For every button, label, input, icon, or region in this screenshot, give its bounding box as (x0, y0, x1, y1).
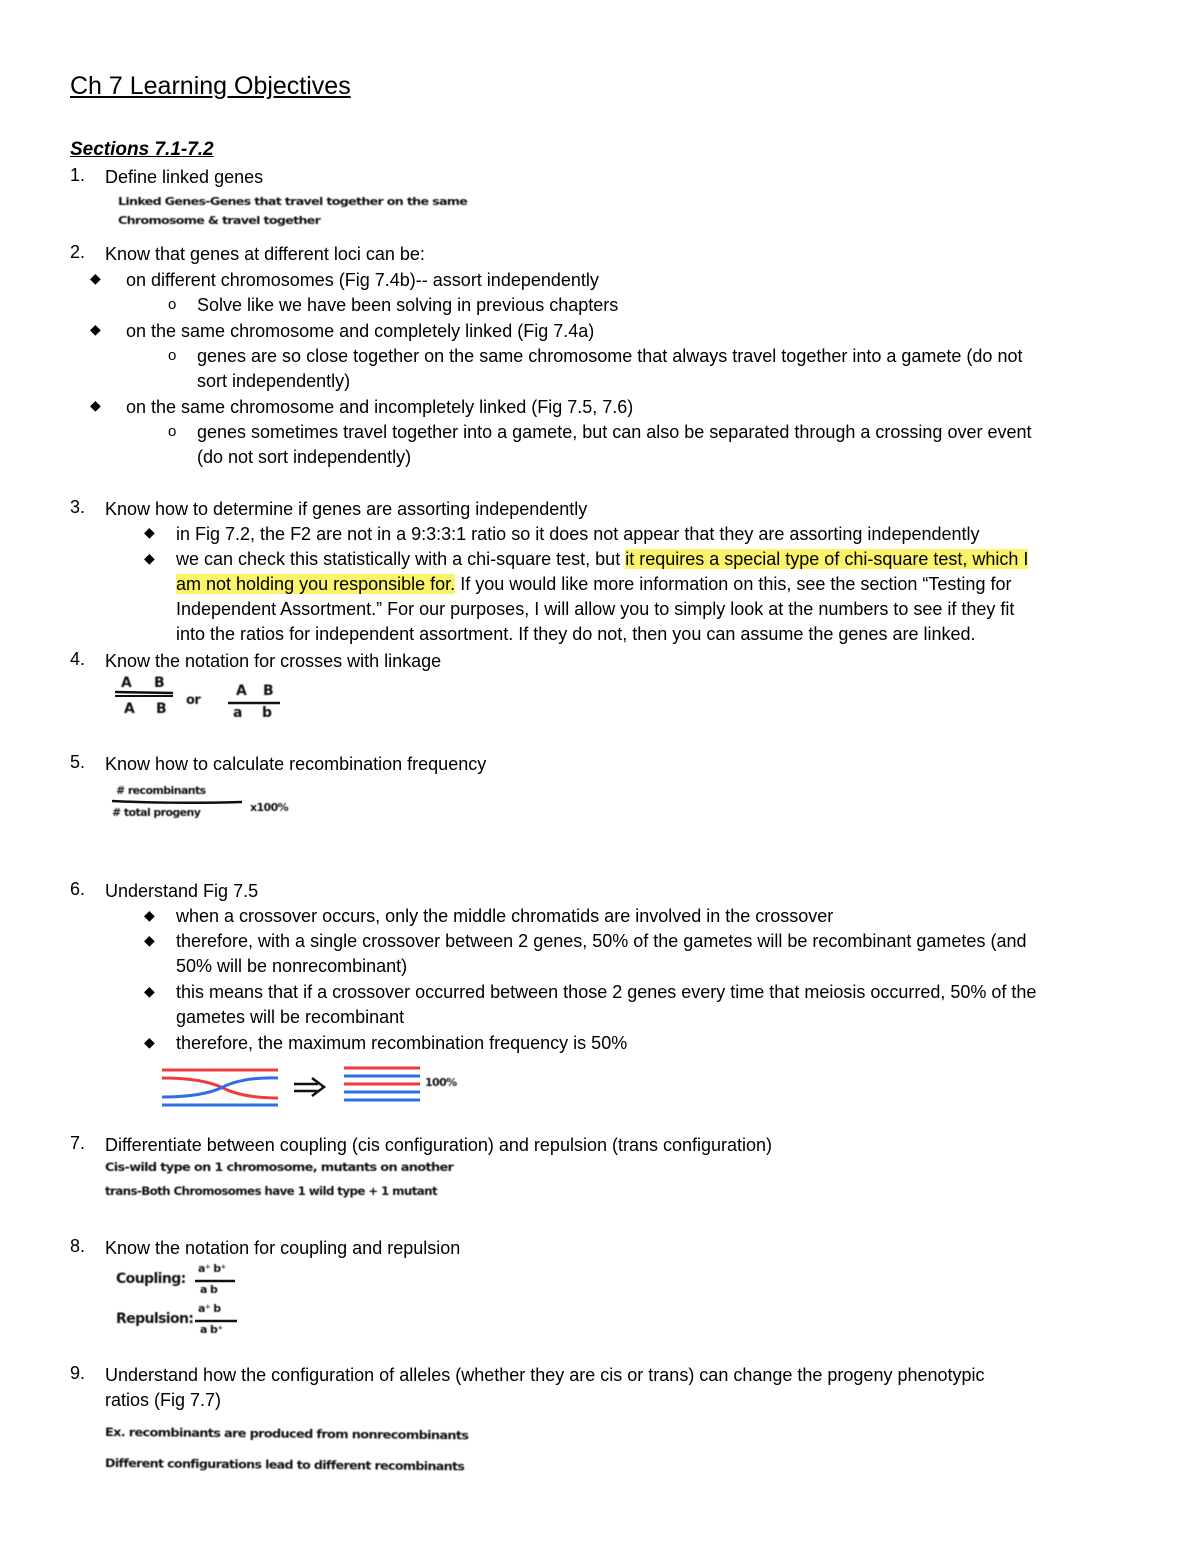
allele-label: b (262, 705, 272, 721)
item-text: Differentiate between coupling (cis configuration) and repulsion (trans configuration) (105, 1135, 773, 1155)
genotype-bottom: a b⁺ (200, 1323, 223, 1336)
bullet-icon: ◆ (144, 932, 155, 948)
sub-bullet-text: sort independently) (197, 371, 351, 391)
formula-denominator: # total progeny (112, 806, 201, 819)
bullet-text: therefore, with a single crossover between 2 genes, 50% of the gametes will be recombinant gametes (and (176, 931, 1027, 951)
circle-bullet-icon: o (168, 296, 177, 313)
item-text: Understand Fig 7.5 (105, 881, 259, 901)
allele-label: A (121, 675, 132, 691)
bullet-text: therefore, the maximum recombination frequency is 50% (176, 1033, 628, 1053)
bullet-icon: ◆ (144, 524, 155, 540)
genotype-top: a⁺ b (198, 1302, 221, 1315)
notation-line (115, 690, 175, 698)
coupling-label: Coupling: (116, 1271, 186, 1287)
allele-label: A (124, 701, 135, 717)
section-heading: Sections 7.1-7.2 (70, 139, 214, 160)
genotype-bottom: a b (200, 1283, 218, 1296)
bullet-text (176, 547, 1028, 572)
allele-label: A (236, 683, 247, 699)
bullet-text: when a crossover occurs, only the middle chromatids are involved in the crossover (176, 906, 834, 926)
page-title: Ch 7 Learning Objectives (70, 72, 351, 100)
bullet-text: this means that if a crossover occurred between those 2 genes every time that meiosis occurred, 50% of the (176, 982, 1037, 1002)
bullet-text: in Fig 7.2, the F2 are not in a 9:3:3:1 ratio so it does not appear that they are assorting independently (176, 524, 980, 544)
sub-bullet-text: (do not sort independently) (197, 447, 412, 467)
diagram-label: 100% (425, 1076, 457, 1089)
handwritten-note: Cis-wild type on 1 chromosome, mutants on another (105, 1160, 454, 1174)
handwritten-note: Linked Genes-Genes that travel together on the same (118, 195, 468, 208)
bullet-text: on the same chromosome and incompletely linked (Fig 7.5, 7.6) (126, 397, 634, 417)
handwritten-note: trans-Both Chromosomes have 1 wild type + 1 mutant (105, 1184, 438, 1198)
bullet-icon: ◆ (144, 1034, 155, 1050)
formula-numerator: # recombinants (116, 784, 206, 797)
item-text: Know how to calculate recombination frequency (105, 754, 487, 774)
crossover-diagram (158, 1064, 438, 1106)
allele-label: B (154, 675, 165, 691)
item-text: ratios (Fig 7.7) (105, 1390, 222, 1410)
highlighted-text: am not holding you responsible for. (176, 574, 456, 594)
item-text: Define linked genes (105, 167, 264, 187)
bullet-text-part: we can check this statistically with a chi-square test, but (176, 549, 626, 569)
sub-bullet-text: Solve like we have been solving in previous chapters (197, 295, 619, 315)
item-text: Know that genes at different loci can be: (105, 244, 425, 264)
sub-bullet-text: genes are so close together on the same chromosome that always travel together into a gamete (do not (197, 346, 1023, 366)
circle-bullet-icon: o (168, 347, 177, 364)
handwritten-note: Ex. recombinants are produced from nonrecombinants (104, 1425, 469, 1443)
bullet-text: into the ratios for independent assortment. If they do not, then you can assume the genes are linked. (176, 624, 976, 644)
bullet-text: gametes will be recombinant (176, 1007, 405, 1027)
handwritten-note: Different configurations lead to different recombinants (104, 1456, 465, 1474)
allele-label: B (263, 683, 274, 699)
bullet-text: 50% will be nonrecombinant) (176, 956, 408, 976)
bullet-text: on the same chromosome and completely linked (Fig 7.4a) (126, 321, 595, 341)
item-number: 7. (70, 1133, 86, 1153)
item-number: 1. (70, 165, 86, 185)
item-number: 4. (70, 649, 86, 669)
item-number: 9. (70, 1363, 86, 1383)
bullet-icon: ◆ (90, 270, 101, 286)
genotype-top: a⁺ b⁺ (198, 1262, 226, 1275)
bullet-text: on different chromosomes (Fig 7.4b)-- assort independently (126, 270, 599, 290)
bullet-icon: ◆ (144, 983, 155, 999)
circle-bullet-icon: o (168, 423, 177, 440)
bullet-icon: ◆ (90, 397, 101, 413)
bullet-text (176, 572, 1011, 597)
allele-label: a (233, 705, 242, 721)
item-number: 2. (70, 242, 86, 262)
bullet-icon: ◆ (144, 550, 155, 566)
bullet-icon: ◆ (90, 321, 101, 337)
or-label: or (186, 693, 201, 708)
item-text: Know the notation for coupling and repulsion (105, 1238, 461, 1258)
bullet-text-part: If you would like more information on this, see the section “Testing for (455, 574, 1012, 594)
bullet-text: Independent Assortment.” For our purposes, I will allow you to simply look at the numbers to see if they fit (176, 599, 1015, 619)
item-text: Understand how the configuration of alleles (whether they are cis or trans) can change the progeny phenotypic (105, 1365, 985, 1385)
sub-bullet-text: genes sometimes travel together into a gamete, but can also be separated through a crossing over event (197, 422, 1032, 442)
highlighted-text: it requires a special type of chi-square test, which I (625, 549, 1029, 569)
repulsion-label: Repulsion: (116, 1311, 194, 1327)
fraction-bar (112, 799, 244, 805)
formula-multiplier: x100% (250, 801, 289, 814)
item-text: Know how to determine if genes are assorting independently (105, 499, 588, 519)
bullet-icon: ◆ (144, 907, 155, 923)
item-text: Know the notation for crosses with linkage (105, 651, 442, 671)
item-number: 3. (70, 497, 86, 517)
item-number: 6. (70, 879, 86, 899)
handwritten-note: Chromosome & travel together (118, 214, 321, 227)
item-number: 5. (70, 752, 86, 772)
item-number: 8. (70, 1236, 86, 1256)
allele-label: B (156, 701, 167, 717)
